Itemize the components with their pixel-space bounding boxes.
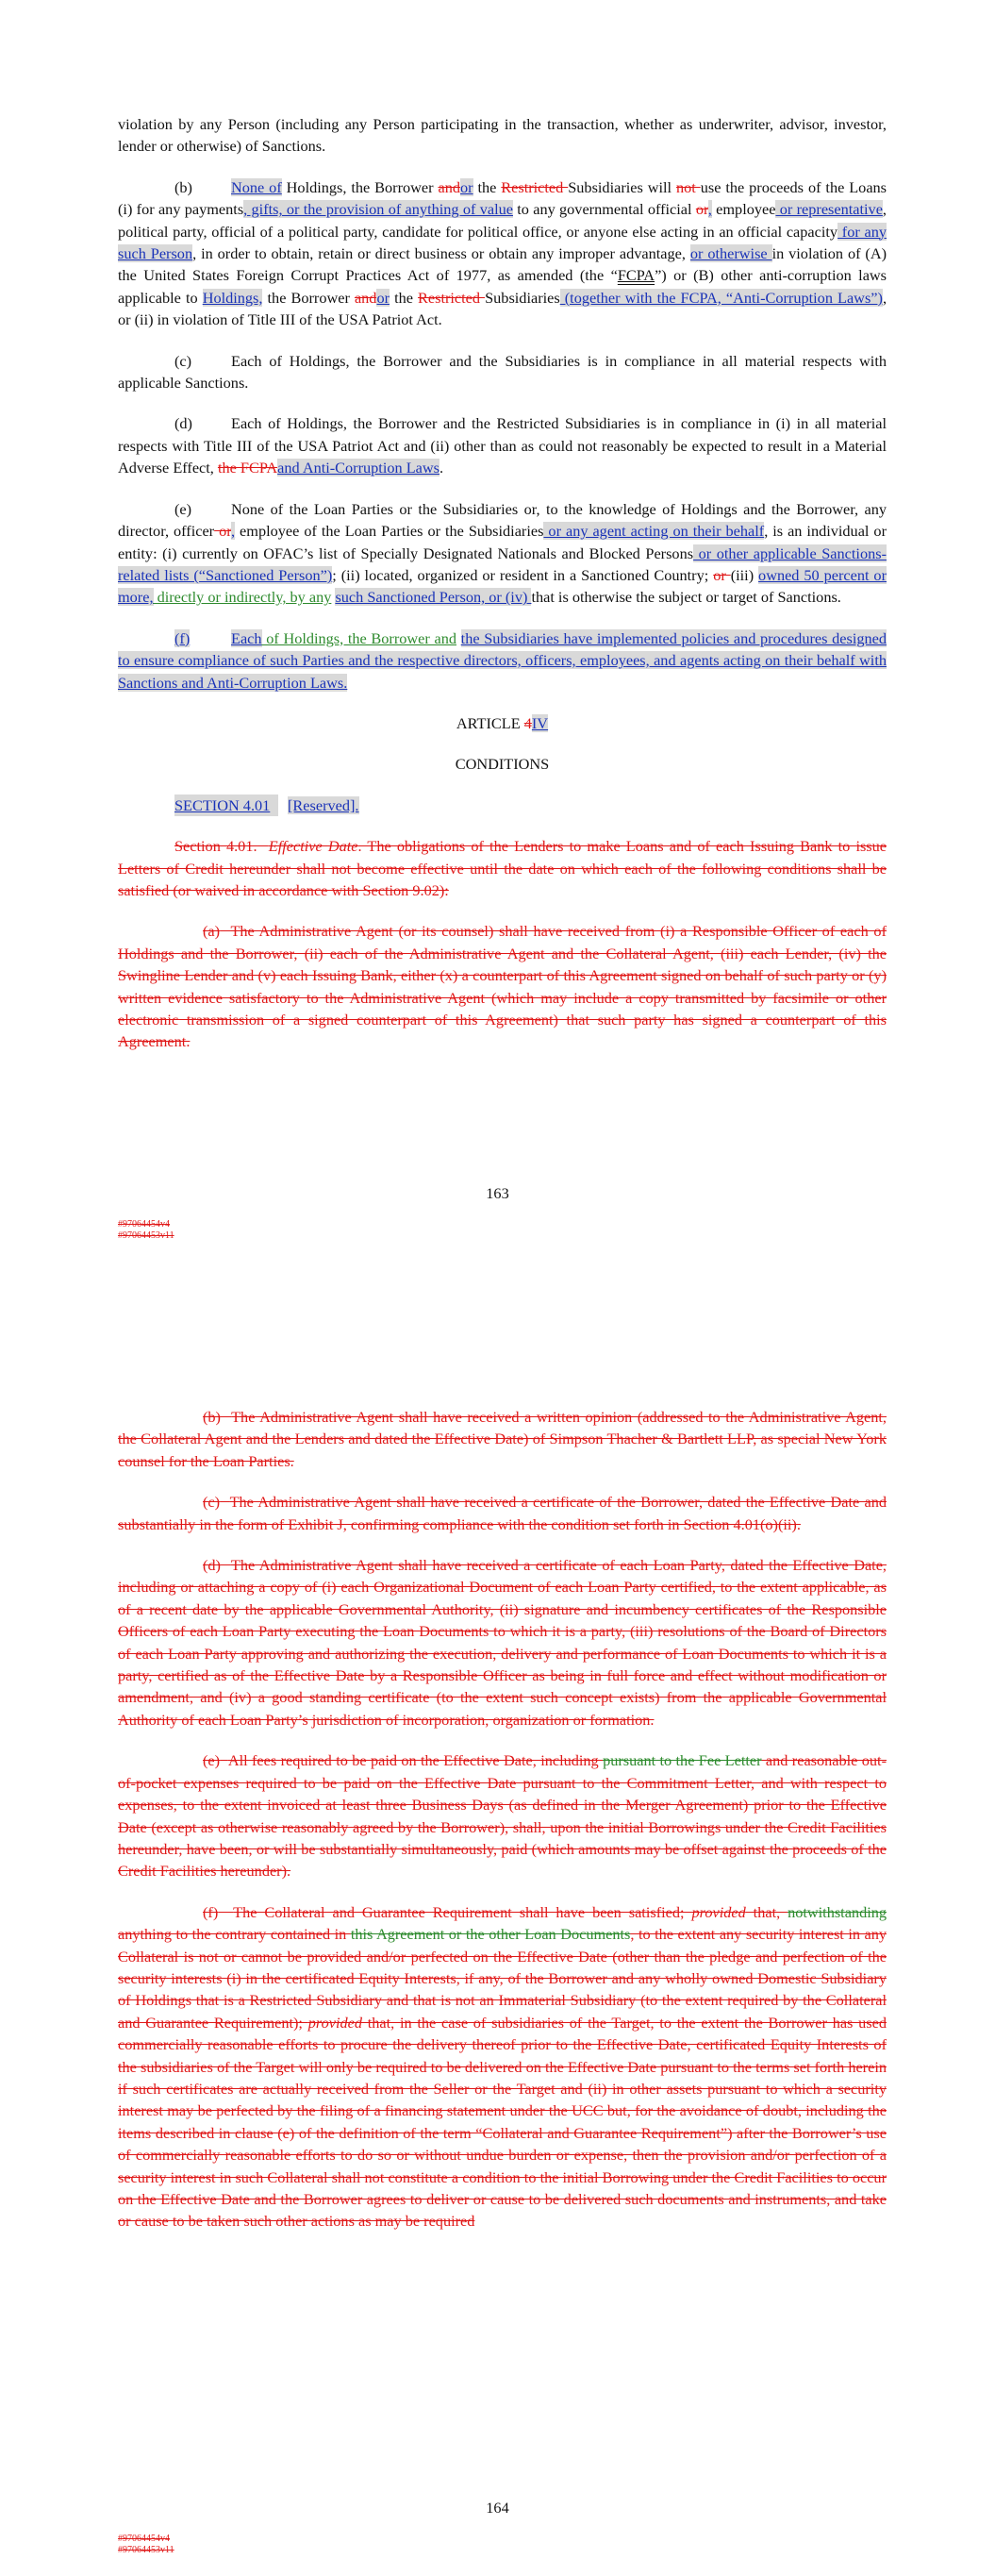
doc-id: #97064454v4 (118, 1219, 170, 1229)
insertion: the Subsidiaries have implemented policies and procedures designed to ensure compliance of such Parties and the respective directors, officers, employees, and agents acting on their behalf with Sanctions and Anti-Corruption Laws. (118, 628, 887, 692)
text: to any governmental official (512, 200, 696, 219)
text: , is an individual or entity: (i) currently on OFAC’s list of Specially Designated Nationals and Blocked Persons (118, 522, 887, 562)
deleted-clause-e (118, 1749, 887, 1882)
para-label: (e) (203, 1751, 221, 1770)
insertion: or any agent acting on their behalf (543, 522, 765, 541)
text: (iii) (730, 565, 759, 584)
deletion: All fees required to be paid on the Effective Date, including (227, 1751, 604, 1770)
insertion: such Sanctioned Person, or (iv) (335, 588, 532, 607)
para-label: (e) (174, 499, 192, 518)
section-number: SECTION 4.01 (174, 795, 278, 816)
text: the Borrower (262, 288, 355, 307)
moved-text: this Agreement or the other Loan Documents (350, 1925, 631, 1944)
para-label: (b) (174, 177, 192, 196)
deletion: not (676, 177, 701, 196)
insertion: , (707, 200, 712, 219)
insertion: and Anti-Corruption Laws (277, 459, 439, 477)
deletion: and reasonable out-of-pocket expenses required to be paid on the Effective Date pursuant to the Commitment Letter, and with respect to expenses, to the extent invoiced at least three Business Days (as defined in the Merger Agreement) prior to the Effective Date (except as otherwise reasonably agreed by the Borrower), shall, upon the initial Borrowings under the Credit Facilities hereunder, have been, or will be substantially simultaneously, paid (which amounts may be offset against the proceeds of the Credit Facilities hereunder). (118, 1751, 887, 1881)
text: employee (711, 200, 776, 219)
page-body (118, 1406, 887, 2251)
text: use the proceeds of the Loans (i) for any payments (118, 177, 887, 219)
text: ARTICLE (456, 713, 524, 732)
para-label: (d) (174, 414, 192, 433)
deletion: Section 4.01. (174, 837, 257, 856)
insertion: or (376, 288, 390, 307)
text: that is otherwise the subject or target of Sanctions. (531, 588, 841, 607)
para-label: (b) (203, 1408, 221, 1426)
deletion: , to the extent any security interest in any Collateral is not or cannot be provided and/or perfected on the Effective Date (other than the pledge and perfection of the security interests (i) in the certificated Equity Interests, if any, of the Borrower and any wholly owned Domestic Subsidiary of Holdings that is a Restricted Subsidiary and that is not an Immaterial Subsidiary (to the extent required by the Collateral and Guarantee Requirement); (118, 1925, 887, 2032)
insertion: , (231, 522, 236, 541)
text: Each of Holdings, the Borrower and the Subsidiaries is in compliance in all material respects with applicable Sanctions. (118, 351, 887, 393)
insertion: None of (231, 177, 282, 196)
deletion: The Administrative Agent (or its counsel) shall have received from (i) a Responsible Officer of each of Holdings and the Borrower, (ii) each of the Administrative Agent and the Collateral Agent, (iii) each Lender, (iv) the Swingline Lender and (v) each Issuing Bank, either (x) a counterpart of this Agreement signed on behalf of such party or (y) written evidence satisfactory to the Administrative Agent (which may include a copy transmitted by facsimile or other electronic transmission of a signed counterpart of this Agreement) that such party has signed a counterpart of this Agreement. (118, 922, 887, 1051)
paragraph-d (118, 412, 887, 478)
insertion: (together with the FCPA, “Anti-Corruption Laws”) (559, 288, 883, 307)
insertion: IV (531, 713, 549, 732)
deletion: The Administrative Agent shall have received a certificate of each Loan Party, dated the Effective Date, including or attaching a copy of (i) each Organizational Document of each Loan Party certified, to the extent applicable, as of a recent date by the applicable Governmental Authority, (ii) signature and incumbency certificates of the Responsible Officers of each Loan Party executing the Loan Documents to which it is a party, (iii) resolutions of the Board of Directors of each Loan Party approving and authorizing the execution, delivery and performance of Loan Documents to which it is a party, certified as of the Effective Date by a Responsible Officer as being in full force and effect without modification or amendment, and (iv) a good standing certificate (to the extent such concept exists) from the applicable Governmental Authority of each Loan Party’s jurisdiction of incorporation, organization or formation. (118, 1556, 887, 1729)
intro-paragraph (118, 113, 887, 158)
section-heading (118, 795, 887, 816)
intro-text: violation by any Person (including any Person participating in the transaction, whether as underwriter, advisor, investor, lender or otherwise) of Sanctions. (118, 115, 887, 156)
insertion: , gifts, or the provision of anything of value (243, 200, 513, 219)
article-title (118, 753, 887, 775)
doc-id: #97064454v4 (118, 2534, 170, 2544)
para-label: (f) (174, 628, 191, 647)
deletion: the FCPA (217, 459, 278, 477)
deletion: or (713, 565, 731, 584)
para-label: (a) (203, 922, 221, 941)
deletion: The Administrative Agent shall have received a written opinion (addressed to the Administrative Agent, the Collateral Agent and the Lenders and dated the Effective Date) of Simpson Thacher & Bartlett LLP, as special New York counsel for the Loan Parties. (118, 1408, 887, 1470)
deletion: that, in the case of subsidiaries of the Target, to the extent the Borrower has used commercially reasonable efforts to procure the delivery thereof prior to the Effective Date, certificated Equity Interests of the subsidiaries of the Target will only be required to be delivered on the Effective Date pursuant to the terms set forth herein if such certificates are actually received from the Seller or the Target and (ii) in other assets pursuant to which a security interest may be perfected by the filing of a financing statement under the UCC but, for the avoidance of doubt, including the items described in clause (e) of the definition of the term “Collateral and Guarantee Requirement”) after the Borrower’s use of commercially reasonable efforts to do so or without undue burden or expense, then the provision and/or perfection of a security interest in such Collateral shall not constitute a condition to the initial Borrowing under the Credit Facilities to occur on the Effective Date and the Borrower agrees to deliver or cause to be delivered such documents and instruments, and take or cause to be taken such other actions as may be required (118, 2013, 887, 2231)
document-page-163 (0, 0, 995, 1255)
text: ”) or (B) other anti-corruption laws applicable to (118, 266, 887, 307)
deletion: Restricted (501, 177, 569, 196)
insertion: Each (231, 628, 262, 647)
text: None of the Loan Parties or the Subsidiaries or, to the knowledge of Holdings and the Borrower, any director, officer (118, 499, 887, 541)
text: , political party, official of a political party, candidate for political office, or anyone else acting in an official capacity (118, 200, 887, 241)
section-title: [Reserved]. (288, 795, 359, 814)
moved-text: of Holdings, the Borrower and (261, 628, 456, 647)
page-number: 163 (486, 1184, 509, 1202)
text: the (390, 288, 419, 307)
deletion: anything to the contrary contained in (118, 1925, 351, 1944)
deletion: Restricted (418, 288, 486, 307)
deletion: . The obligations of the Lenders to make Loans and of each Issuing Bank to issue Letters of Credit hereunder shall not become effective until the date on which each of the following conditions shall be satisfied (or waived in accordance with Section 9.02): (118, 837, 887, 899)
moved-text: pursuant to the Fee Letter (603, 1751, 762, 1770)
text: CONDITIONS (455, 755, 550, 774)
deletion: Effective Date (268, 837, 358, 856)
insertion: or other applicable Sanctions-related lists (“Sanctioned Person”) (118, 544, 887, 584)
text: Each of Holdings, the Borrower and the Restricted Subsidiaries is in compliance in (i) in all material respects with Title III of the USA Patriot Act and (ii) other than as could not reasonably be expected to result in a Material Adverse Effect, (118, 414, 887, 477)
page-body (118, 113, 887, 1072)
deletion: provided (307, 2013, 362, 2032)
deletion: and (438, 177, 460, 196)
text: , or (ii) in violation of Title III of the USA Patriot Act. (118, 288, 887, 329)
deletion: provided (691, 1902, 746, 1921)
deleted-clause-a (118, 920, 887, 1052)
insertion: Holdings, (202, 288, 263, 307)
deletion: that, (745, 1902, 788, 1921)
defined-term: FCPA (617, 266, 655, 285)
deleted-clause-d (118, 1554, 887, 1731)
doc-id: #97064453v11 (118, 1230, 174, 1241)
insertion: owned 50 percent or more, (118, 565, 887, 607)
deletion: 4 (523, 713, 532, 732)
doc-id: #97064453v11 (118, 2545, 174, 2555)
deleted-section-401 (118, 835, 887, 901)
moved-text: directly or indirectly, by any (153, 588, 332, 607)
paragraph-e (118, 498, 887, 609)
moved-text: notwithstanding (788, 1902, 887, 1921)
deleted-clause-b (118, 1406, 887, 1472)
deleted-clause-f (118, 1901, 887, 2233)
insertion: or otherwise (689, 244, 772, 263)
text: Holdings, the Borrower (281, 177, 439, 196)
para-label: (c) (174, 351, 192, 370)
deletion: or (214, 522, 231, 541)
paragraph-b (118, 176, 887, 331)
page-number: 164 (486, 2499, 509, 2517)
paragraph-c (118, 350, 887, 394)
text: the (473, 177, 502, 196)
insertion: or representative (775, 200, 883, 219)
para-label: (d) (203, 1556, 221, 1575)
paragraph-f (118, 627, 887, 694)
deletion: or (695, 200, 708, 219)
text (456, 629, 461, 647)
text: , in order to obtain, retain or direct business or obtain any improper advantage, (192, 244, 690, 263)
insertion: or (460, 177, 473, 196)
text: Subsidiaries will (568, 177, 676, 196)
article-heading (118, 712, 887, 734)
text: . (439, 459, 444, 477)
deleted-clause-c (118, 1491, 887, 1535)
deletion: The Collateral and Guarantee Requirement shall have been satisfied; (233, 1902, 692, 1921)
para-label: (c) (203, 1493, 221, 1512)
text: employee of the Loan Parties or the Subsidiaries (235, 522, 544, 541)
insertion: for any such Person (118, 222, 887, 263)
para-label: (f) (203, 1902, 219, 1921)
text: ; (ii) located, organized or resident in a Sanctioned Country; (332, 565, 714, 584)
text: in violation of (A) the United States Foreign Corrupt Practices Act of 1977, as amended (the “ (118, 244, 887, 285)
document-page-164 (0, 1349, 995, 2576)
text: Subsidiaries (485, 288, 560, 307)
deletion: and (354, 288, 377, 307)
deletion: The Administrative Agent shall have received a certificate of the Borrower, dated the Effective Date and substantially in the form of Exhibit J, confirming compliance with the condition set forth in Section 4.01(o)(ii). (118, 1493, 887, 1533)
